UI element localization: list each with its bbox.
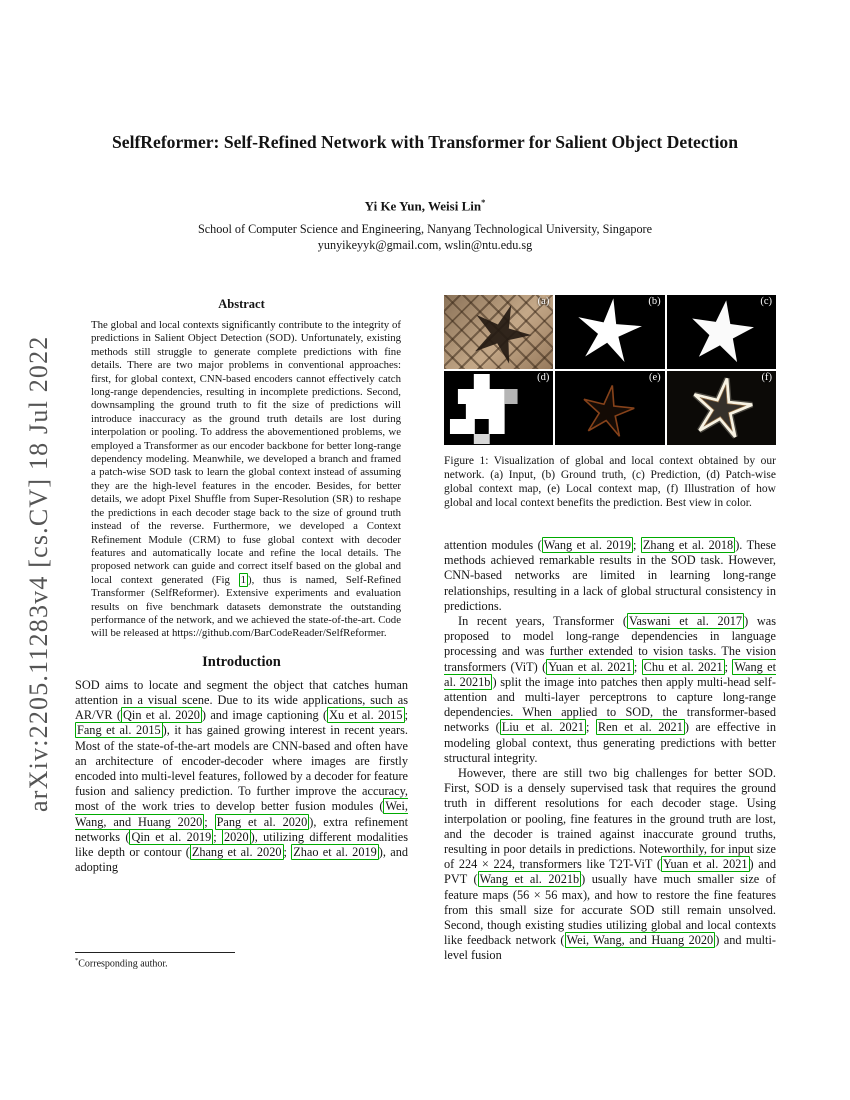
author-emails: yunyikeyyk@gmail.com, wslin@ntu.edu.sg <box>317 238 533 252</box>
citation-link[interactable]: Wang et al. 2021b <box>444 659 776 689</box>
body-text: ), utilizing different modalities like depth or contour ( <box>75 829 409 859</box>
citation-link[interactable]: Wang et al. 2019 <box>543 538 632 552</box>
abstract-text <box>91 319 401 641</box>
footnote-rule <box>75 952 235 953</box>
figure-1 <box>444 295 776 445</box>
body-text: ) and image captioning ( <box>201 708 328 723</box>
body-text: ) are effective in modeling global context, thus generating predictions with better structural integrity. <box>444 720 776 765</box>
body-text: ). These methods achieved remarkable results in the SOD task. However, CNN-based networks are limited in learning long-range relationships, resulting in a lack of global structural consistency in predictions. <box>444 538 776 613</box>
citation-link[interactable]: Wei, Wang, and Huang 2020 <box>75 799 408 829</box>
citation-link[interactable]: Vaswani et al. 2017 <box>628 614 743 629</box>
body-text: ; <box>585 720 596 735</box>
panel-label-b: (b) <box>648 296 661 307</box>
citation-link[interactable]: Fang et al. 2015 <box>77 723 161 738</box>
body-paragraph-3 <box>444 766 776 964</box>
body-paragraph-2 <box>444 614 776 766</box>
body-paragraph-1 <box>444 538 776 614</box>
body-text: ; <box>724 659 733 674</box>
body-text: ) split the image into patches then apply multi-head self-attention and multi-layer perceptrons to capture long-range dependencies. When applied to SOD, the transformer-based networks ( <box>444 674 777 735</box>
body-text: ), thus is named, Self-Refined Transformer (SelfReformer). Extensive experiments and evaluation results on five benchmark datasets demonstrate the outstanding performance of the network, and we achieved the state-of-the-art. Code will be released at https://github.com/BarCodeReader/SelfReformer. <box>91 573 401 640</box>
citation-link[interactable]: Zhao et al. 2019 <box>293 844 377 859</box>
body-text: ; <box>204 814 215 829</box>
citation-link[interactable]: Pang et al. 2020 <box>216 814 308 829</box>
body-text: However, there are still two big challenges for better SOD. First, SOD is a densely supervised task that requires the ground truth in different resolutions for each decoder stage. Using interpolation or pooling, fine features in the ground truth are lost, and the decoder is trained against inaccurate ground truths, resulting in poor details in predictions. Noteworthily, for input size of 224 × 224, transformers like T2T-ViT ( <box>444 766 776 872</box>
figure-panel-prediction <box>667 295 776 369</box>
affiliation: School of Computer Science and Engineering, Nanyang Technological University, Singapore <box>197 222 653 236</box>
citation-link[interactable]: Qin et al. 2020 <box>123 708 200 723</box>
panel-label-e: (e) <box>649 372 661 383</box>
body-text: ; <box>404 708 408 723</box>
citation-link[interactable]: Wang et al. 2021b <box>479 872 580 887</box>
footnote <box>75 957 408 969</box>
body-text: ), it has gained growing interest in recent years. Most of the state-of-the-art models are CNN-based and often have an architecture of encoder-decoder where images are firstly encoded into multi-level features, followed by a decoder for feature fusion and saliency prediction. To further improve the accuracy, most of the work tries to develop better fusion modules ( <box>75 723 408 814</box>
body-text: ; <box>283 844 292 859</box>
panel-label-f: (f) <box>761 372 772 383</box>
figure-panel-input <box>444 295 553 369</box>
body-text: ) was proposed to model long-range dependencies in language processing and was further extended to vision tasks. The vision transformers (ViT) ( <box>444 614 776 674</box>
context-illustration-image <box>667 371 776 445</box>
figure-panel-ground-truth <box>555 295 664 369</box>
body-text: ), and adopting <box>75 844 408 875</box>
citation-link[interactable]: 2020 <box>224 829 249 844</box>
figure-panel-illustration <box>667 371 776 445</box>
figure-panel-local-context <box>555 371 664 445</box>
author-names: Yi Ke Yun, Weisi Lin <box>364 198 482 214</box>
body-text: SOD aims to locate and segment the object that catches human attention in a visual scene. Due to its wide applications, such as AR/VR ( <box>75 677 408 723</box>
author-asterisk: * <box>481 197 486 207</box>
body-text: ; <box>213 829 222 844</box>
body-text: ), extra refinement networks ( <box>75 814 409 844</box>
arxiv-stamp: arXiv:2205.11283v4 [cs.CV] 18 Jul 2022 <box>24 335 53 812</box>
citation-link[interactable]: Xu et al. 2015 <box>329 708 403 723</box>
footnote-asterisk: * <box>75 957 79 964</box>
citation-link[interactable]: Yuan et al. 2021 <box>662 857 748 872</box>
footnote-block <box>75 952 408 969</box>
citation-link[interactable]: Qin et al. 2019 <box>131 829 212 844</box>
right-column <box>444 295 776 964</box>
body-text: ; <box>633 659 642 674</box>
panel-label-c: (c) <box>760 296 772 307</box>
body-text: ) usually have much smaller size of feature maps (56 × 56 max), and how to restore the fine features from this small size for accurate SOD still remain unsolved. Second, though existing studies utilizing global and local contexts like feedback network ( <box>444 872 776 948</box>
citation-link[interactable]: Wei, Wang, and Huang 2020 <box>566 933 714 948</box>
authors-line <box>0 197 850 214</box>
citation-link[interactable]: Yuan et al. 2021 <box>548 659 632 674</box>
figure-caption: Figure 1: Visualization of global and local context obtained by our network. (a) Input, (b) Ground truth, (c) Prediction, (d) Patch-wise global context map, (e) Local context map, (f) Illustration of how global and local context benefits the prediction. Best view in color. <box>444 455 776 509</box>
body-text: ) and multi-level fusion <box>444 933 776 963</box>
body-text: The global and local contexts significantly contribute to the integrity of predictions in Salient Object Detection (SOD). Unfortunately, existing methods still struggle to generate complete predictions with fine details. There are two major problems in conventional approaches: first, for global context, CNN-based encoders cannot effectively catch long-range dependencies, resulting in incomplete predictions. Second, downsampling the ground truth to fit the size of predictions will introduce inaccuracy as the ground truth details are lost during interpolation or pooling. To address the abovementioned problems, we employed a Transformer as our encoder backbone for better long-range dependency modeling. Meanwhile, we developed a branch and framed a patch-wise SOD task to learn the global context instead of assuming they are the high-level features in the encoder. Besides, for better details, we adopt Pixel Shuffle from Super-Resolution (SR) to reshape the predictions in each decoder stage back to the size of ground truth instead of the reverse. Furthermore, we developed a Context Refinement Module (CRM) to fuse global context with decoder features and automatically locate and refine the local details. The proposed network can guide and correct itself based on the global and local context generated (Fig <box>91 319 401 586</box>
introduction-paragraph <box>75 678 408 876</box>
body-text: In recent years, Transformer ( <box>458 614 627 629</box>
citation-link[interactable]: Liu et al. 2021 <box>501 720 584 735</box>
paper-title: SelfReformer: Self-Refined Network with Transformer for Salient Object Detection <box>111 132 739 152</box>
citation-link[interactable]: Zhang et al. 2020 <box>191 844 282 859</box>
citation-link[interactable]: 1 <box>240 573 246 586</box>
citation-link[interactable]: Chu et al. 2021 <box>643 659 723 674</box>
citation-link[interactable]: Zhang et al. 2018 <box>642 538 734 552</box>
body-text: ) and PVT ( <box>444 857 776 887</box>
left-column <box>75 297 408 875</box>
footnote-label: Corresponding author. <box>78 958 168 970</box>
panel-label-a: (a) <box>537 296 550 307</box>
body-text: ; <box>633 538 641 552</box>
citation-link[interactable]: Ren et al. 2021 <box>597 720 683 735</box>
panel-label-d: (d) <box>537 372 550 383</box>
figure-panel-global-context <box>444 371 553 445</box>
body-text: attention modules ( <box>444 538 542 552</box>
introduction-heading: Introduction <box>202 653 281 670</box>
abstract-heading: Abstract <box>218 297 265 311</box>
